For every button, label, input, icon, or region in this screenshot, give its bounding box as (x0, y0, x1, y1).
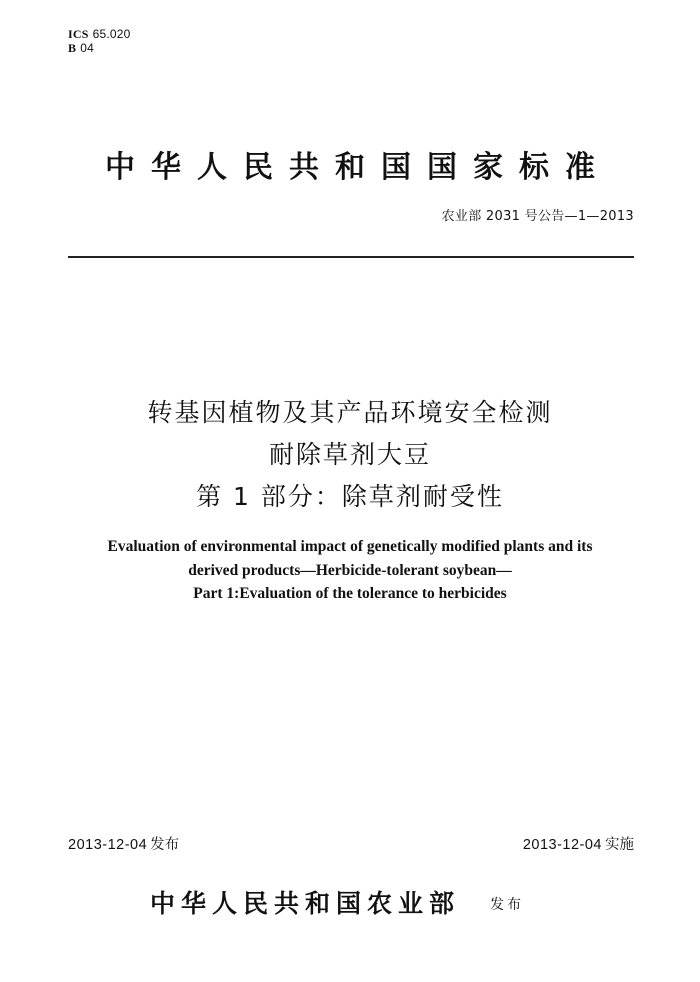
title-zh-line-1: 转基因植物及其产品环境安全检测 (147, 398, 553, 427)
header-divider (68, 256, 634, 258)
title-zh-line-3: 第 1 部分：除草剂耐受性 (196, 482, 504, 511)
title-en-line-1: Evaluation of environmental impact of genetically modified plants and its (107, 538, 593, 555)
ccs-code (68, 41, 94, 56)
publisher-action: 发布 (490, 897, 524, 913)
issue-date (68, 833, 179, 854)
ccs-value: 04 (80, 41, 94, 55)
national-standard-title: 中华人民共和国国家标准 (105, 150, 611, 185)
title-en-line-3: Part 1:Evaluation of the tolerance to herbicides (193, 585, 507, 602)
ccs-label: B (68, 41, 77, 55)
implementation-date-value: 2013-12-04 (522, 837, 602, 853)
implementation-label: 实施 (605, 837, 634, 853)
issue-label: 发布 (150, 837, 180, 853)
title-zh-line-2: 耐除草剂大豆 (268, 440, 431, 469)
ics-label: ICS (68, 27, 89, 41)
ics-value: 65.020 (92, 27, 131, 41)
standard-number: 农业部 2031 号公告—1—2013 (441, 209, 634, 224)
ics-code (68, 27, 131, 42)
issue-date-value: 2013-12-04 (68, 837, 148, 853)
title-en-line-2: derived products—Herbicide-tolerant soybean— (188, 562, 512, 579)
implementation-date (523, 833, 634, 854)
publisher-name: 中华人民共和国农业部 (150, 889, 461, 918)
